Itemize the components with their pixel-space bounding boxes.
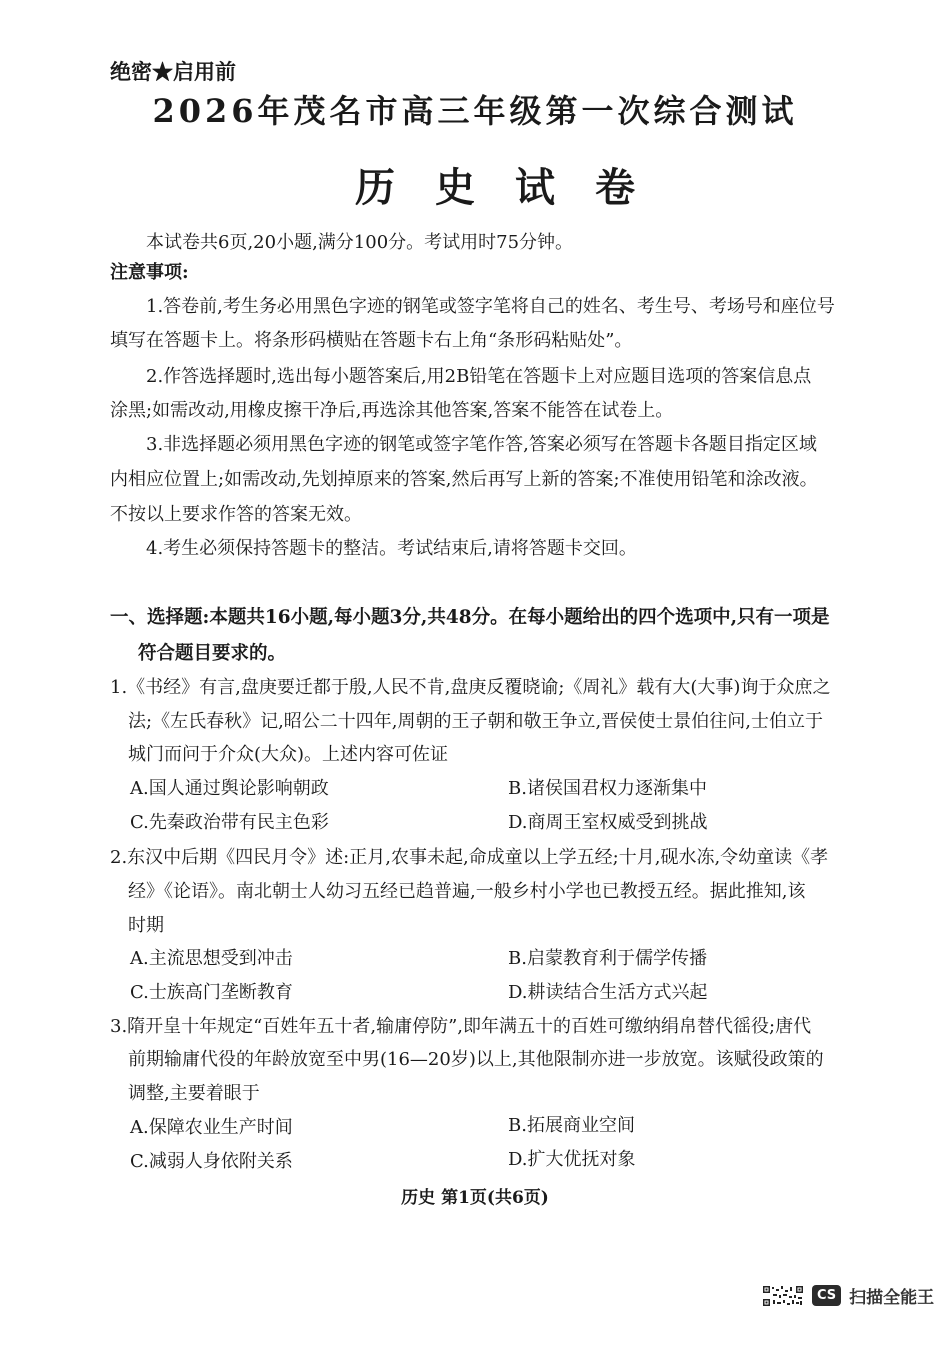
question-stem-line: 法;《左氏春秋》记,昭公二十四年,周朝的王子朝和敬王争立,晋侯使士景伯往问,士伯立于 <box>128 711 823 732</box>
exam-title: 2026年茂名市高三年级第一次综合测试 <box>152 92 798 130</box>
notice-heading: 注意事项: <box>110 262 189 283</box>
question-stem-line: 经》《论语》。南北朝士人幼习五经已趋普遍,一般乡村小学也已教授五经。据此推知,该 <box>128 881 806 902</box>
question-stem-line: 3.隋开皇十年规定“百姓年五十者,输庸停防”,即年满五十的百姓可缴纳绢帛替代徭役;唐代 <box>110 1016 812 1037</box>
option-b[interactable]: B.诸侯国君权力逐渐集中 <box>508 778 707 799</box>
confidential-label: 绝密★启用前 <box>110 59 236 84</box>
scanner-text: 扫描全能王 <box>849 1288 935 1308</box>
option-b[interactable]: B.拓展商业空间 <box>508 1115 635 1136</box>
option-a[interactable]: A.主流思想受到冲击 <box>130 948 293 969</box>
notice-line: 内相应位置上;如需改动,先划掉原来的答案,然后再写上新的答案;不准使用铅笔和涂改液。 <box>110 469 818 490</box>
page-footer: 历史 第1页(共6页) <box>401 1188 549 1208</box>
notice-line: 填写在答题卡上。将条形码横贴在答题卡右上角“条形码粘贴处”。 <box>110 330 633 351</box>
subject-title: 历史试卷 <box>355 164 675 211</box>
notice-line: 2.作答选择题时,选出每小题答案后,用2B铅笔在答题卡上对应题目选项的答案信息点 <box>146 366 812 387</box>
scanner-watermark <box>762 1283 934 1308</box>
question-stem-line: 城门而问于介众(大众)。上述内容可佐证 <box>128 744 449 765</box>
notice-line: 不按以上要求作答的答案无效。 <box>110 504 362 525</box>
question-stem-line: 调整,主要着眼于 <box>128 1083 260 1104</box>
notice-line: 涂黑;如需改动,用橡皮擦干净后,再选涂其他答案,答案不能答在试卷上。 <box>110 400 674 421</box>
notice-line: 4.考生必须保持答题卡的整洁。考试结束后,请将答题卡交回。 <box>146 538 637 559</box>
option-c[interactable]: C.减弱人身依附关系 <box>130 1151 293 1172</box>
cs-badge: CS <box>812 1285 841 1306</box>
option-b[interactable]: B.启蒙教育利于儒学传播 <box>508 948 707 969</box>
option-d[interactable]: D.耕读结合生活方式兴起 <box>508 982 708 1003</box>
option-a[interactable]: A.保障农业生产时间 <box>130 1117 293 1138</box>
exam-intro: 本试卷共6页,20小题,满分100分。考试用时75分钟。 <box>146 232 574 253</box>
option-c[interactable]: C.士族高门垄断教育 <box>130 982 293 1003</box>
question-stem-line: 1.《书经》有言,盘庚要迁都于殷,人民不肯,盘庚反覆晓谕;《周礼》载有大(大事)询于众庶之 <box>110 677 831 698</box>
option-d[interactable]: D.扩大优抚对象 <box>508 1149 636 1170</box>
question-stem-line: 前期输庸代役的年龄放宽至中男(16—20岁)以上,其他限制亦进一步放宽。该赋役政策的 <box>128 1049 824 1070</box>
option-d[interactable]: D.商周王室权威受到挑战 <box>508 812 708 833</box>
option-a[interactable]: A.国人通过舆论影响朝政 <box>130 778 329 799</box>
qr-code-icon <box>762 1285 804 1307</box>
question-stem-line: 时期 <box>128 915 164 936</box>
section-heading-cont: 符合题目要求的。 <box>138 643 287 664</box>
section-heading: 一、选择题:本题共16小题,每小题3分,共48分。在每小题给出的四个选项中,只有一项是 <box>110 607 830 628</box>
notice-line: 3.非选择题必须用黑色字迹的钢笔或签字笔作答,答案必须写在答题卡各题目指定区域 <box>146 434 817 455</box>
question-stem-line: 2.东汉中后期《四民月令》述:正月,农事未起,命成童以上学五经;十月,砚水冻,令幼童读《孝 <box>110 847 829 868</box>
notice-line: 1.答卷前,考生务必用黑色字迹的钢笔或签字笔将自己的姓名、考生号、考场号和座位号 <box>146 296 835 317</box>
option-c[interactable]: C.先秦政治带有民主色彩 <box>130 812 329 833</box>
